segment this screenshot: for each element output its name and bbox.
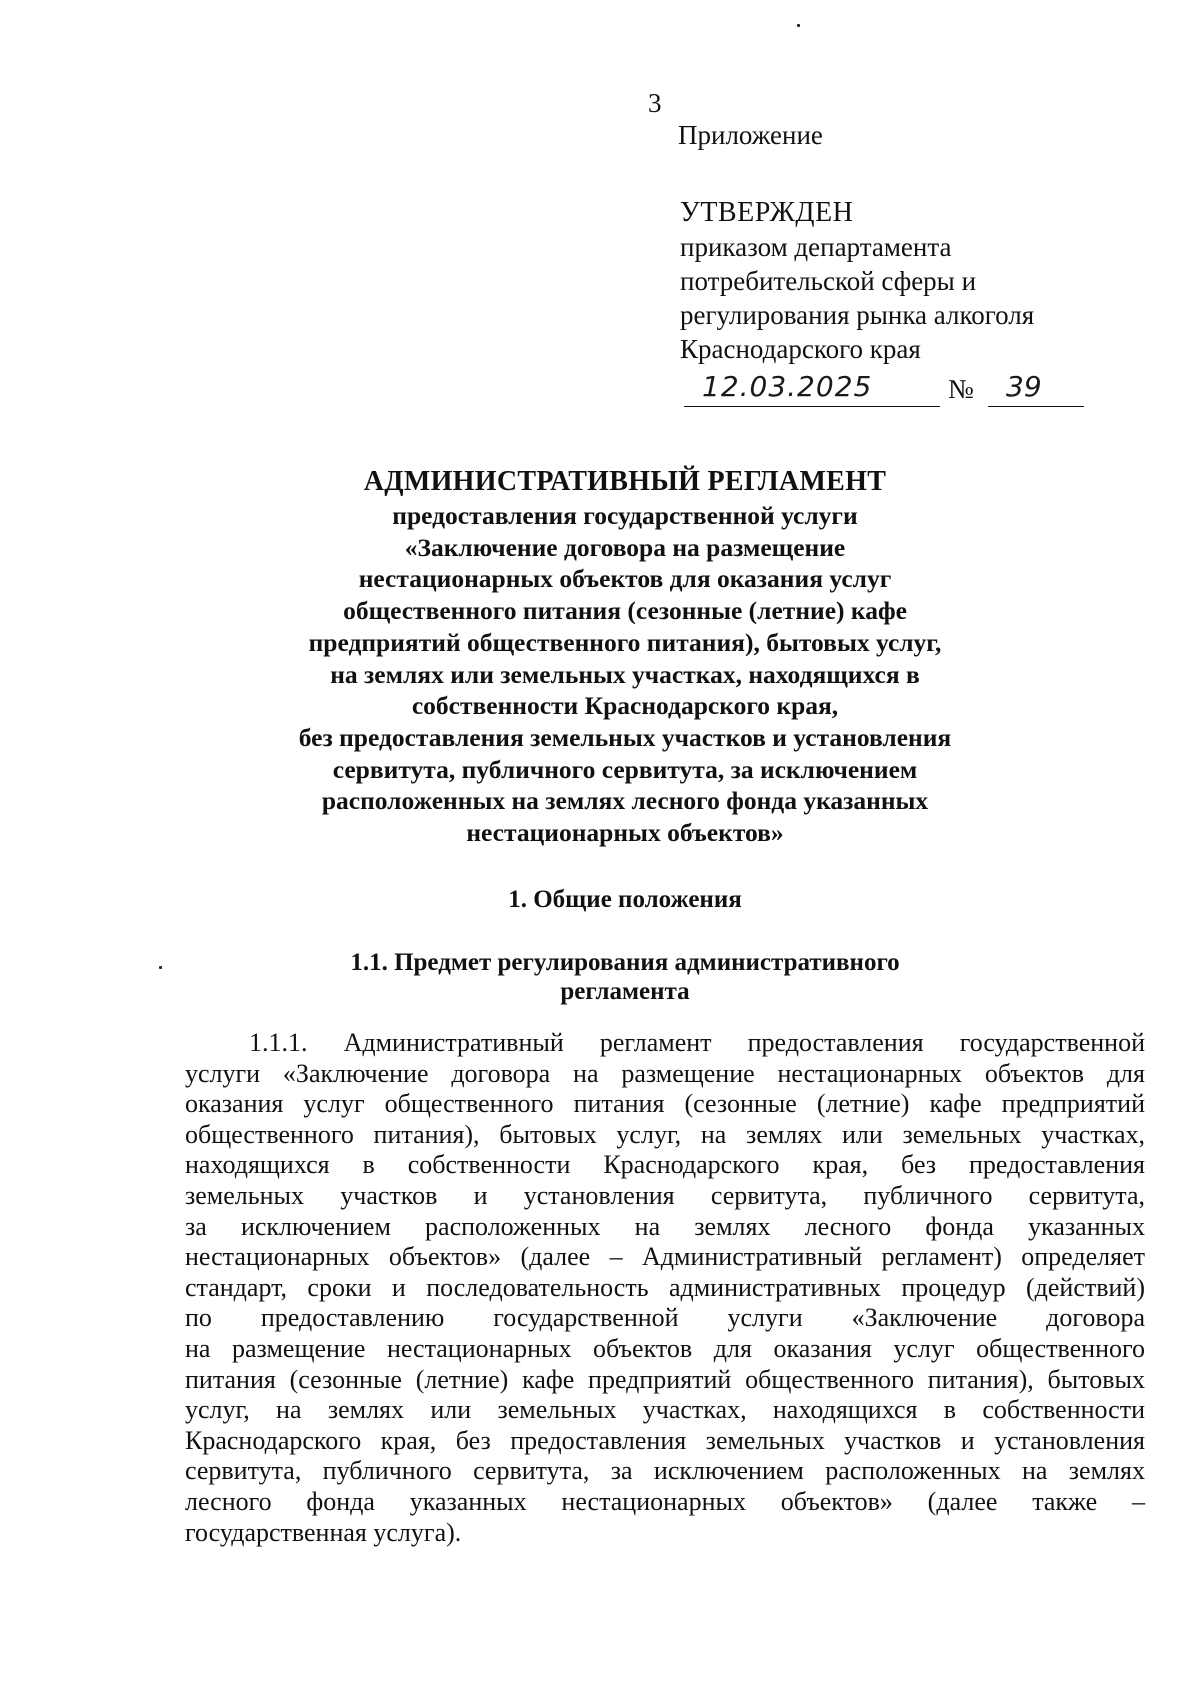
paragraph-line: на размещение нестационарных объектов для оказания услуг общественного <box>185 1333 1145 1363</box>
subtitle-line: на землях или земельных участках, находящихся в <box>330 659 920 689</box>
page-number: 3 <box>648 88 662 118</box>
appendix-label: Приложение <box>678 120 823 150</box>
paragraph-line: за исключением расположенных на землях лесного фонда указанных <box>185 1211 1145 1241</box>
subtitle-line: «Заключение договора на размещение <box>404 532 846 562</box>
order-line: приказом департамента <box>680 232 952 262</box>
paragraph-line: по предоставлению государственной услуги «Заключение договора <box>185 1303 1145 1333</box>
order-number-handwritten: 39 <box>1006 370 1042 403</box>
subsection-heading <box>200 948 1050 1006</box>
paragraph-line: питания (сезонные (летние) кафе предприятий общественного питания), бытовых <box>185 1364 1145 1394</box>
subtitle-line: предприятий общественного питания), бытовых услуг, <box>308 627 942 657</box>
paragraph-line: общественного питания), бытовых услуг, на землях или земельных участках, <box>185 1119 1145 1149</box>
subsection-heading-line: 1.1. Предмет регулирования административного <box>350 949 900 976</box>
paragraph-line: земельных участков и установления сервитута, публичного сервитута, <box>185 1180 1145 1210</box>
paragraph-line: Краснодарского края, без предоставления земельных участков и установления <box>185 1425 1145 1455</box>
order-number-field <box>988 370 1084 407</box>
number-sign: № <box>948 374 974 404</box>
paragraph-line: услуг, на землях или земельных участках, находящихся в собственности <box>185 1395 1145 1425</box>
subtitle-line: без предоставления земельных участков и установления <box>298 722 952 752</box>
subtitle-line: предоставления государственной услуги <box>392 501 858 530</box>
order-date-field <box>684 370 940 407</box>
subtitle-line: общественного питания (сезонные (летние) кафе <box>343 596 907 626</box>
paragraph-line: нестационарных объектов» (далее – Административный регламент) определяет <box>185 1242 1145 1272</box>
scan-speck <box>159 966 162 969</box>
paragraph-line: услуги «Заключение договора на размещение нестационарных объектов для <box>185 1058 1145 1088</box>
scan-speck <box>797 24 800 27</box>
paragraph-line: лесного фонда указанных нестационарных объектов» (далее также – <box>185 1486 1145 1516</box>
subtitle-line: нестационарных объектов» <box>466 818 784 848</box>
order-line: потребительской сферы и <box>680 266 977 296</box>
subtitle-line: сервитута, публичного сервитута, за исключением <box>332 754 918 784</box>
document-title-block <box>200 464 1050 849</box>
paragraph-line: 1.1.1. Административный регламент предоставления государственной <box>249 1028 1145 1057</box>
paragraph-line: оказания услуг общественного питания (сезонные (летние) кафе предприятий <box>185 1089 1145 1119</box>
subtitle-line: нестационарных объектов для оказания услуг <box>358 564 892 594</box>
paragraph-line: стандарт, сроки и последовательность административных процедур (действий) <box>185 1272 1145 1302</box>
approval-block <box>680 118 1150 410</box>
approved-stamp-word: УТВЕРЖДЕН <box>680 197 854 228</box>
order-line: Краснодарского края <box>680 334 921 364</box>
order-date-number-row <box>680 370 1150 410</box>
approving-order-text <box>680 230 1150 366</box>
paragraph-1-1-1 <box>185 1028 1145 1548</box>
subtitle-line: расположенных на землях лесного фонда указанных <box>321 786 929 816</box>
order-date-handwritten: 12.03.2025 <box>702 370 873 403</box>
subsection-heading-line: регламента <box>560 978 690 1005</box>
order-line: регулирования рынка алкоголя <box>680 300 1035 330</box>
document-subtitle <box>200 500 1050 849</box>
subtitle-line: собственности Краснодарского края, <box>411 691 839 721</box>
paragraph-line: государственная услуга). <box>185 1517 462 1547</box>
document-title: АДМИНИСТРАТИВНЫЙ РЕГЛАМЕНТ <box>363 466 887 497</box>
paragraph-line: находящихся в собственности Краснодарского края, без предоставления <box>185 1150 1145 1180</box>
section-heading: 1. Общие положения <box>508 886 742 913</box>
paragraph-line: сервитута, публичного сервитута, за исключением расположенных на землях <box>185 1456 1145 1486</box>
